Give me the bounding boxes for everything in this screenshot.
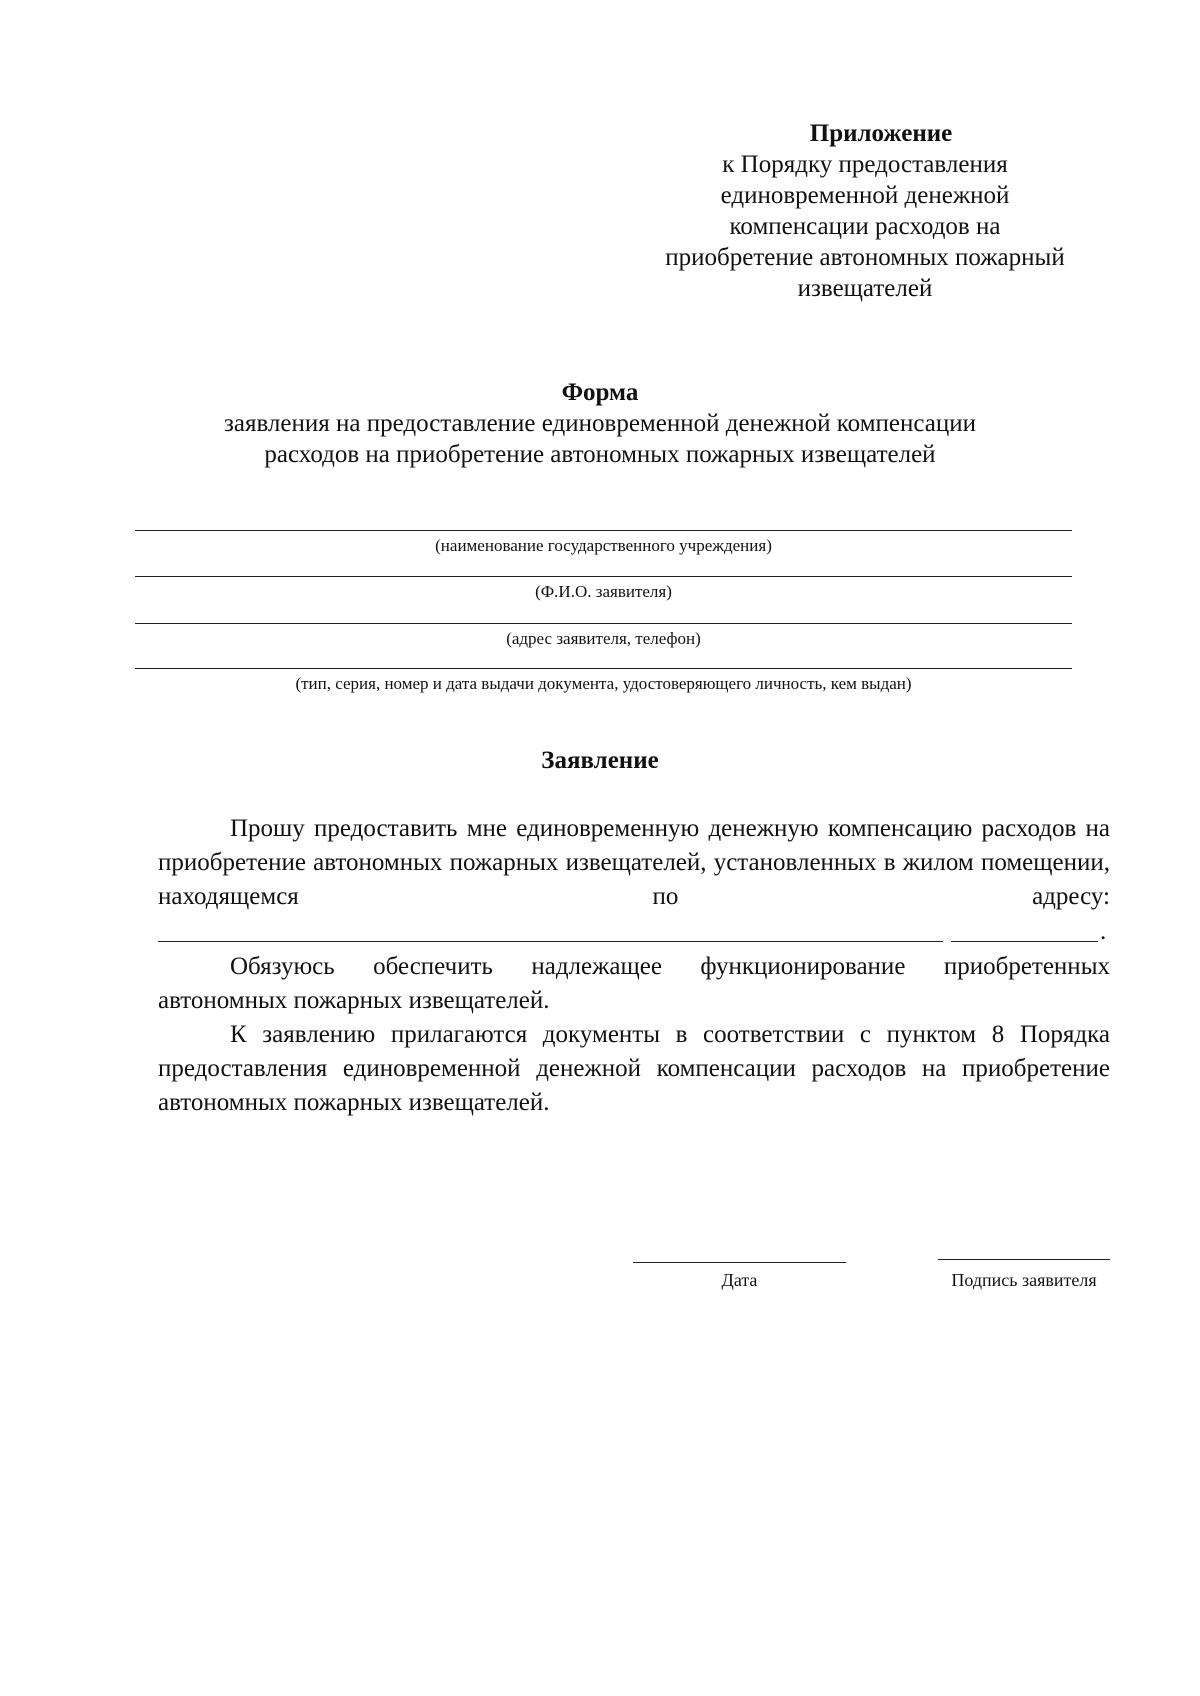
identity-document-field[interactable] xyxy=(135,668,1072,695)
paragraph-text: Прошу предоставить мне единовременную денежную компенсацию расходов на приобретение автономных пожарных извещателей, установленных в жилом помещении, находящемся по адресу: xyxy=(158,815,1110,910)
form-subtitle-line: расходов на приобретение автономных пожарных извещателей xyxy=(264,441,936,468)
appendix-block xyxy=(620,118,1110,304)
fill-line xyxy=(938,1259,1110,1260)
signature-label: Подпись заявителя xyxy=(951,1270,1097,1290)
appendix-line: компенсации расходов на xyxy=(729,213,1001,240)
field-caption: (адрес заявителя, телефон) xyxy=(506,629,701,648)
paragraph-text: Обязуюсь обеспечить надлежащее функционирование приобретенных автономных пожарных извещателей. xyxy=(158,953,1110,1014)
fill-line xyxy=(951,941,1098,942)
fill-line xyxy=(158,941,943,942)
institution-name-field[interactable] xyxy=(135,530,1072,557)
field-caption: (тип, серия, номер и дата выдачи документа, удостоверяющего личность, кем выдан) xyxy=(295,674,912,693)
fill-line xyxy=(135,623,1072,624)
date-field[interactable] xyxy=(633,1262,846,1291)
fill-line xyxy=(633,1262,846,1263)
appendix-line: извещателей xyxy=(797,275,933,302)
address-input-line[interactable] xyxy=(158,917,1110,947)
statement-title: Заявление xyxy=(541,747,659,774)
statement-paragraph-3 xyxy=(158,1018,1110,1120)
appendix-line: приобретение автономных пожарный xyxy=(665,244,1065,271)
address-end-mark: . xyxy=(1100,918,1107,945)
date-label: Дата xyxy=(721,1270,758,1290)
fill-line xyxy=(135,668,1072,669)
fill-line xyxy=(135,576,1072,577)
form-title: Форма xyxy=(561,379,639,406)
applicant-name-field[interactable] xyxy=(135,576,1072,603)
field-caption: (наименование государственного учреждения) xyxy=(435,536,772,555)
statement-paragraph-2 xyxy=(158,950,1110,1018)
appendix-line: единовременной денежной xyxy=(720,182,1010,209)
paragraph-text: К заявлению прилагаются документы в соответствии с пунктом 8 Порядка предоставления единовременной денежной компенсации расходов на приобретение автономных пожарных извещателей. xyxy=(158,1021,1110,1116)
form-heading xyxy=(150,377,1050,470)
field-caption: (Ф.И.О. заявителя) xyxy=(535,582,672,601)
fill-line xyxy=(135,530,1072,531)
signature-field[interactable] xyxy=(938,1259,1110,1291)
applicant-address-field[interactable] xyxy=(135,623,1072,650)
statement-paragraph-1 xyxy=(158,812,1110,914)
appendix-line: к Порядку предоставления xyxy=(722,151,1008,178)
form-subtitle-line: заявления на предоставление единовременной денежной компенсации xyxy=(223,410,977,437)
appendix-title: Приложение xyxy=(809,120,953,147)
